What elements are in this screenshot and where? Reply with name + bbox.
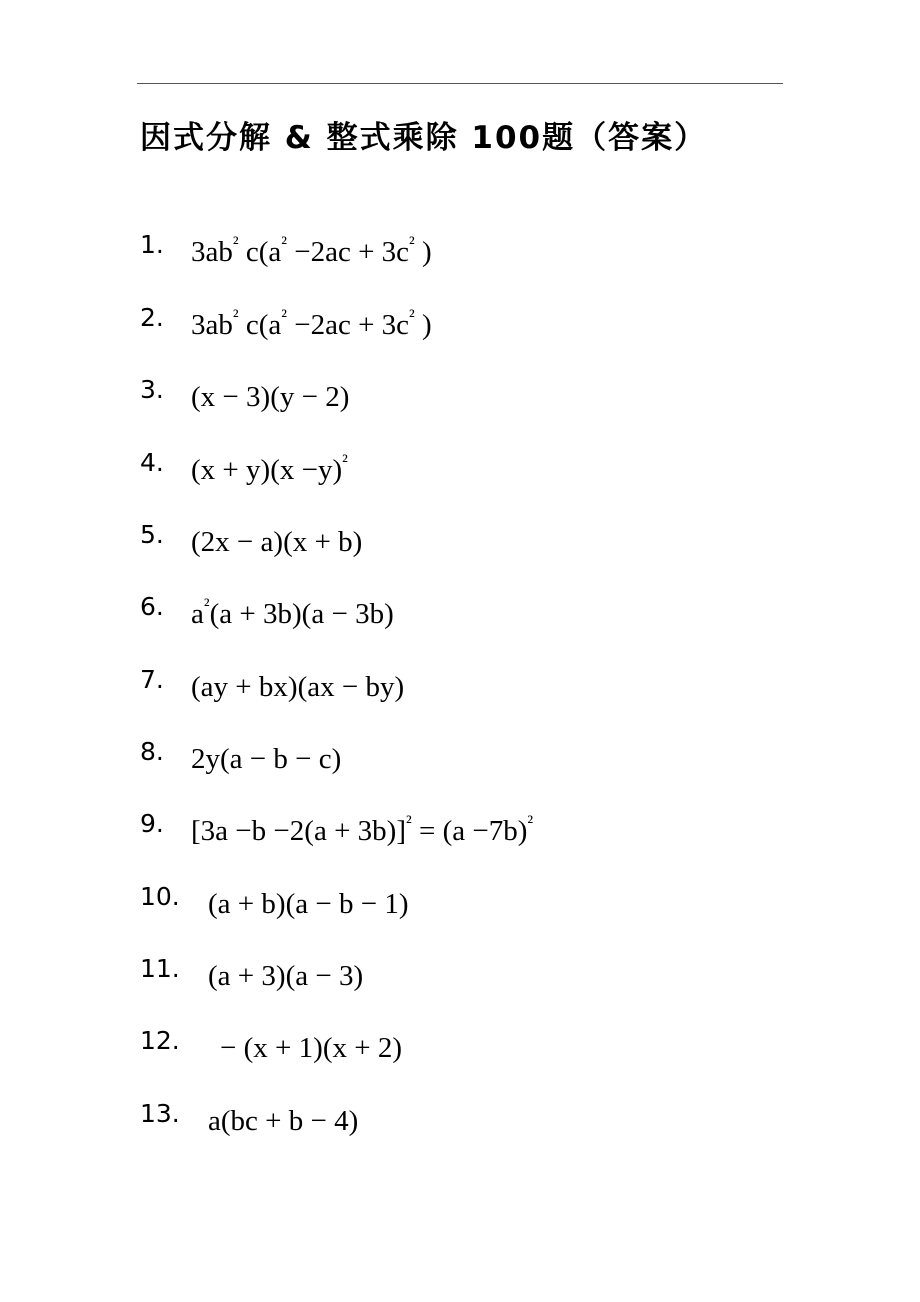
- item-number: 3.: [140, 375, 164, 404]
- item-number: 8.: [140, 737, 164, 766]
- item-expression: $a^{^2}(a + 3b)(a - 3b)$: [191, 595, 394, 630]
- item-expression: $3ab^{^2}$ $c(a^{^2} -2ac + 3c^{^2}$ ): [191, 306, 432, 341]
- item-expression: (a + b)(a − b − 1): [208, 888, 409, 920]
- item-number: 9.: [140, 809, 164, 838]
- item-number: 13.: [140, 1099, 180, 1128]
- item-number: 7.: [140, 665, 164, 694]
- item-number: 4.: [140, 448, 164, 477]
- item-expression: $[3a -b -2(a + 3b)]^{^2} = (a -7b)^{^2}$: [191, 812, 534, 847]
- item-expression: $3ab^{^2}$ $c(a^{^2} -2ac + 3c^{^2}$ ): [191, 233, 432, 268]
- item-number: 6.: [140, 592, 164, 621]
- item-number: 1.: [140, 230, 164, 259]
- item-number: 11.: [140, 954, 180, 983]
- item-expression: a(bc + b − 4): [208, 1105, 359, 1137]
- item-expression: (x − 3)(y − 2): [191, 381, 350, 413]
- item-number: 2.: [140, 303, 164, 332]
- item-number: 5.: [140, 520, 164, 549]
- item-expression: (2x − a)(x + b): [191, 526, 363, 558]
- item-expression: (ay + bx)(ax − by): [191, 671, 405, 703]
- item-number: 12.: [140, 1026, 180, 1055]
- item-expression: − (x + 1)(x + 2): [220, 1032, 403, 1064]
- item-expression: 2y(a − b − c): [191, 743, 342, 775]
- item-expression: (a + 3)(a − 3): [208, 960, 364, 992]
- page-title: 因式分解 & 整式乘除 100题（答案）: [140, 120, 708, 156]
- item-expression: $(x + y)(x -y)^{^2}$: [191, 451, 348, 486]
- item-number: 10.: [140, 882, 180, 911]
